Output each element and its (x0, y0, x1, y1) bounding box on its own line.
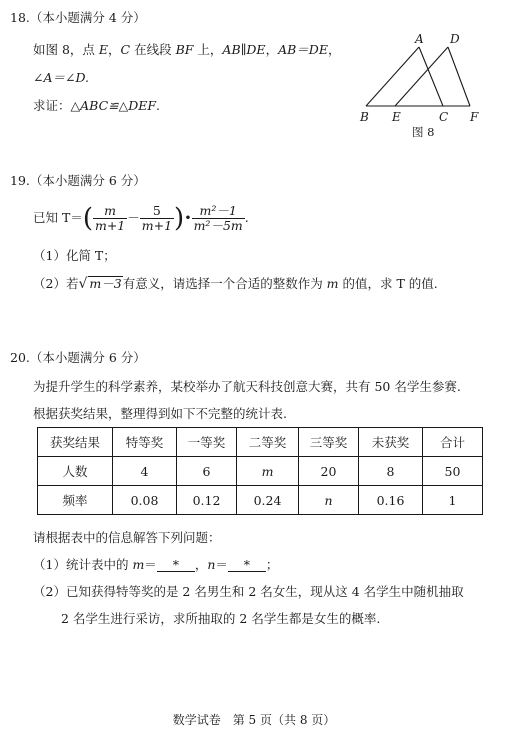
q18-stem (33, 40, 340, 58)
q20-part2-line2: 2 名学生进行采访，求所抽取的 2 名学生都是女生的概率. (61, 611, 381, 626)
q19-given-label: 已知 T＝ (33, 210, 83, 225)
q18-stem-text: 在线段 (130, 42, 176, 57)
label-b: B (360, 110, 369, 124)
q18-point-e: E (98, 42, 109, 57)
q20-punct: ； (265, 557, 279, 572)
q18-prove-label: 求证： (33, 98, 71, 113)
label-a: A (415, 32, 424, 46)
table-header-cell: 合计 (423, 428, 483, 457)
q19-part2-text: （2）若 (33, 276, 79, 291)
figure-caption: 图 8 (412, 125, 435, 139)
table-cell: m (237, 457, 299, 486)
q20-number: 20. (10, 350, 30, 365)
q18-segment-bf: BF (175, 42, 194, 57)
q18-point-c: C (120, 42, 131, 57)
q18-stem-text: 如图 8，点 (33, 42, 99, 57)
q20-punct: ， (194, 557, 208, 572)
table-cell: 0.12 (177, 486, 237, 515)
table-cell: 0.08 (113, 486, 177, 515)
radical-sign: √ (78, 276, 88, 292)
frac-num: m (93, 204, 127, 219)
fraction-5-over-m-plus-1 (140, 204, 174, 233)
frac-den: m+1 (94, 218, 126, 233)
q18-punct: ， (108, 42, 121, 57)
line-de (395, 47, 448, 106)
q20-var-n: n (207, 557, 216, 572)
q20-intro-line1: 为提升学生的科学素养，某校举办了航天科技创意大赛，共有 50 名学生参赛. (33, 379, 461, 394)
minus-sign: － (127, 210, 140, 225)
table-cell: 0.24 (237, 486, 299, 515)
q19-number: 19. (10, 173, 30, 188)
table-header-cell: 未获奖 (359, 428, 423, 457)
q18-punct: ， (327, 42, 341, 57)
equals-sign: ＝ (144, 557, 157, 572)
label-c: C (439, 110, 449, 124)
q20-part1-text: （1）统计表中的 (33, 557, 133, 572)
q19-radicand: m－3 (89, 276, 122, 291)
q20-score: （本小题满分 6 分） (29, 350, 146, 365)
q18-angle-condition: ∠A＝∠D. (33, 70, 90, 85)
q18-parallel: AB∥DE (222, 42, 266, 57)
q19-expression (33, 198, 249, 238)
label-f: F (470, 110, 479, 124)
q18-prove (33, 96, 160, 114)
table-cell: 频率 (38, 486, 113, 515)
table-header-cell: 三等奖 (299, 428, 359, 457)
dot-operator: • (184, 210, 192, 225)
line-df (448, 47, 470, 106)
q18-punct: . (156, 98, 161, 113)
table-cell: 4 (113, 457, 177, 486)
table-header-cell: 获奖结果 (38, 428, 113, 457)
table-cell: 1 (423, 486, 483, 515)
answer-blank-m[interactable]: * (157, 558, 195, 572)
q20-intro-line2: 根据获奖结果，整理得到如下不完整的统计表. (33, 406, 287, 421)
q20-part2-line1: （2）已知获得特等奖的是 2 名男生和 2 名女生，现从这 4 名学生中随机抽取 (33, 584, 464, 599)
table-cell: n (299, 486, 359, 515)
q18-punct: ， (265, 42, 279, 57)
fraction-m-over-m-plus-1 (93, 204, 127, 233)
q18-score: （本小题满分 4 分） (29, 10, 146, 25)
frac-den: m+1 (141, 218, 173, 233)
q19-score: （本小题满分 6 分） (29, 173, 146, 188)
q18-equal-segments: AB＝DE (278, 42, 328, 57)
q19-part2-text: 有意义，请选择一个合适的整数作为 (122, 276, 327, 291)
table-cell: 50 (423, 457, 483, 486)
q20-heading (10, 348, 146, 366)
answer-blank-n[interactable]: * (228, 558, 266, 572)
q18-heading (10, 8, 146, 26)
frac-den: m²－5m (193, 218, 243, 233)
stats-table (37, 427, 483, 515)
frac-num: 5 (140, 204, 174, 219)
equals-sign: ＝ (215, 557, 228, 572)
q18-prove-statement: △ABC≌△DEF (70, 98, 157, 113)
figure-8 (352, 30, 502, 142)
table-header-cell: 二等奖 (237, 428, 299, 457)
q18-number: 18. (10, 10, 30, 25)
table-header-row (38, 428, 483, 457)
table-header-cell: 特等奖 (113, 428, 177, 457)
q19-var-m: m (326, 276, 339, 291)
label-e: E (392, 110, 401, 124)
table-header-cell: 一等奖 (177, 428, 237, 457)
right-paren: ) (174, 203, 185, 234)
table-row (38, 457, 483, 486)
table-cell: 6 (177, 457, 237, 486)
q19-part1: （1）化简 T； (33, 248, 116, 263)
page-footer: 数学试卷 第 5 页（共 8 页） (172, 713, 336, 727)
table-row (38, 486, 483, 515)
table-cell: 20 (299, 457, 359, 486)
q19-part2 (33, 274, 438, 292)
table-cell: 人数 (38, 457, 113, 486)
q20-var-m: m (132, 557, 145, 572)
q19-period: . (244, 210, 249, 225)
table-cell: 0.16 (359, 486, 423, 515)
fraction-m2-minus-1-over-m2-minus-5m (192, 204, 245, 233)
q19-heading (10, 171, 146, 189)
table-cell: 8 (359, 457, 423, 486)
frac-num: m²－1 (192, 204, 245, 219)
q20-part1 (33, 555, 278, 573)
line-ab (366, 47, 419, 106)
q19-part2-text: 的值，求 T 的值. (338, 276, 438, 291)
label-d: D (450, 32, 460, 46)
left-paren: ( (82, 203, 93, 234)
q18-stem-text: 上， (193, 42, 223, 57)
q20-instruction: 请根据表中的信息解答下列问题： (33, 530, 221, 545)
